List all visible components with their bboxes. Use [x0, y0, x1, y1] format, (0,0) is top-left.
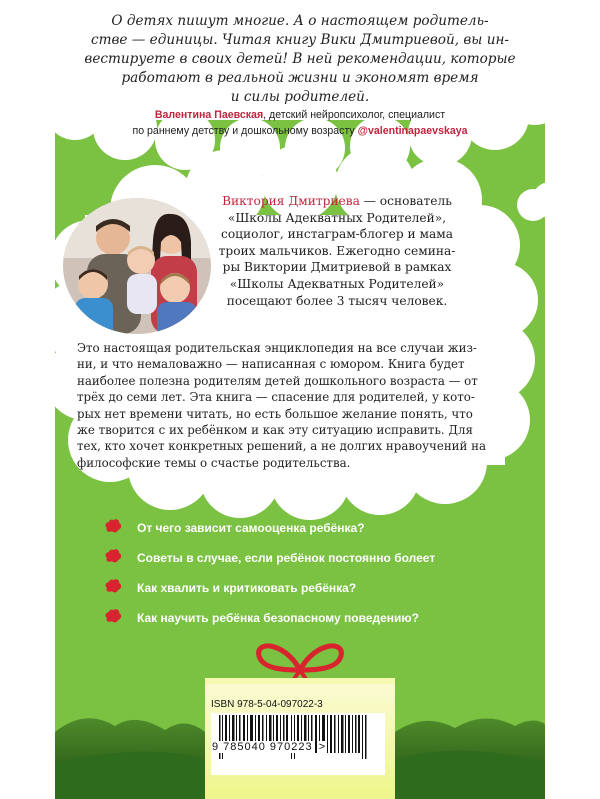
list-item-text: Советы в случае, если ребёнок постоянно болеет: [137, 551, 436, 565]
description-line: рых нет времени читать, но есть большое желание понять, что: [77, 406, 473, 421]
description-line: тех, кто хочет конкретных решений, а не долгих нравоучений на: [77, 439, 487, 454]
description-line: философские темы о счастье родительства.: [77, 455, 351, 470]
flower-bullet-icon: [105, 549, 122, 563]
description-line: Это настоящая родительская энциклопедия на все случаи жиз-: [77, 341, 477, 355]
author-bio: [217, 193, 457, 309]
list-item-text: От чего зависит самооценка ребёнка?: [137, 521, 365, 535]
list-item: [113, 573, 533, 603]
list-item-text: Как научить ребёнка безопасному поведению?: [137, 611, 419, 625]
flower-bullet-icon: [105, 519, 122, 533]
book-description: [77, 340, 495, 471]
quote-author-desc: , детский нейропсихолог, специалист: [263, 109, 446, 121]
quote-attribution: [75, 107, 525, 139]
book-back-cover: [55, 0, 545, 799]
barcode-arrow: >: [318, 741, 327, 753]
bio-line: — основатель: [359, 194, 452, 208]
small-right-cloud: [517, 182, 545, 221]
description-line: наиболее полезна родителям детей дошкольного возраста — от: [77, 373, 478, 388]
description-line: ни, и что немаловажно — написанная с юмором. Книга будет: [77, 357, 465, 372]
bio-line: троих мальчиков. Ежегодно семина-: [218, 243, 456, 258]
quote-line: стве — единицы. Читая книгу Вики Дмитриевой, вы ин-: [90, 32, 509, 48]
bio-author-name: Виктория Дмитриева: [222, 194, 360, 208]
description-line: трёх до семи лет. Эта книга — спасение для родителей, у кото-: [77, 390, 475, 405]
quote-line: работают в реальной жизни и экономят время: [121, 70, 479, 86]
bio-line: «Школы Адекватных Родителей»: [229, 276, 445, 291]
barcode-number: 9 785040 970223: [212, 741, 313, 753]
description-line: же творится с их ребёнком и как эту ситуацию исправить. Для: [77, 423, 473, 438]
endorsement-quote: [77, 12, 523, 107]
bio-line: посещают более 3 тысяч человек.: [226, 293, 448, 308]
quote-line: вестируете в своих детей! В ней рекомендации, которые: [84, 51, 516, 67]
quote-line: и силы родителей.: [230, 89, 370, 105]
quote-line: О детях пишут многие. А о настоящем родитель-: [111, 13, 489, 29]
bio-line: «Школы Адекватных Родителей»,: [227, 210, 447, 225]
list-item: [113, 543, 533, 573]
isbn-label: ISBN 978-5-04-097022-3: [211, 699, 323, 710]
flower-bullet-icon: [105, 579, 122, 593]
bio-line: ры Виктории Дмитриевой в рамках: [222, 260, 452, 275]
bio-line: социолог, инстаграм-блогер и мама: [221, 227, 453, 242]
quote-author-desc2: по раннему детству и дошкольному возрасту: [132, 125, 355, 137]
list-item-text: Как хвалить и критиковать ребёнка?: [137, 581, 357, 595]
barcode-digits: [211, 741, 385, 753]
list-item: [113, 513, 533, 543]
quote-author-handle: @valentinapaevskaya: [357, 125, 468, 137]
author-family-photo: [63, 198, 211, 334]
quote-author-name: Валентина Паевская: [154, 109, 264, 121]
